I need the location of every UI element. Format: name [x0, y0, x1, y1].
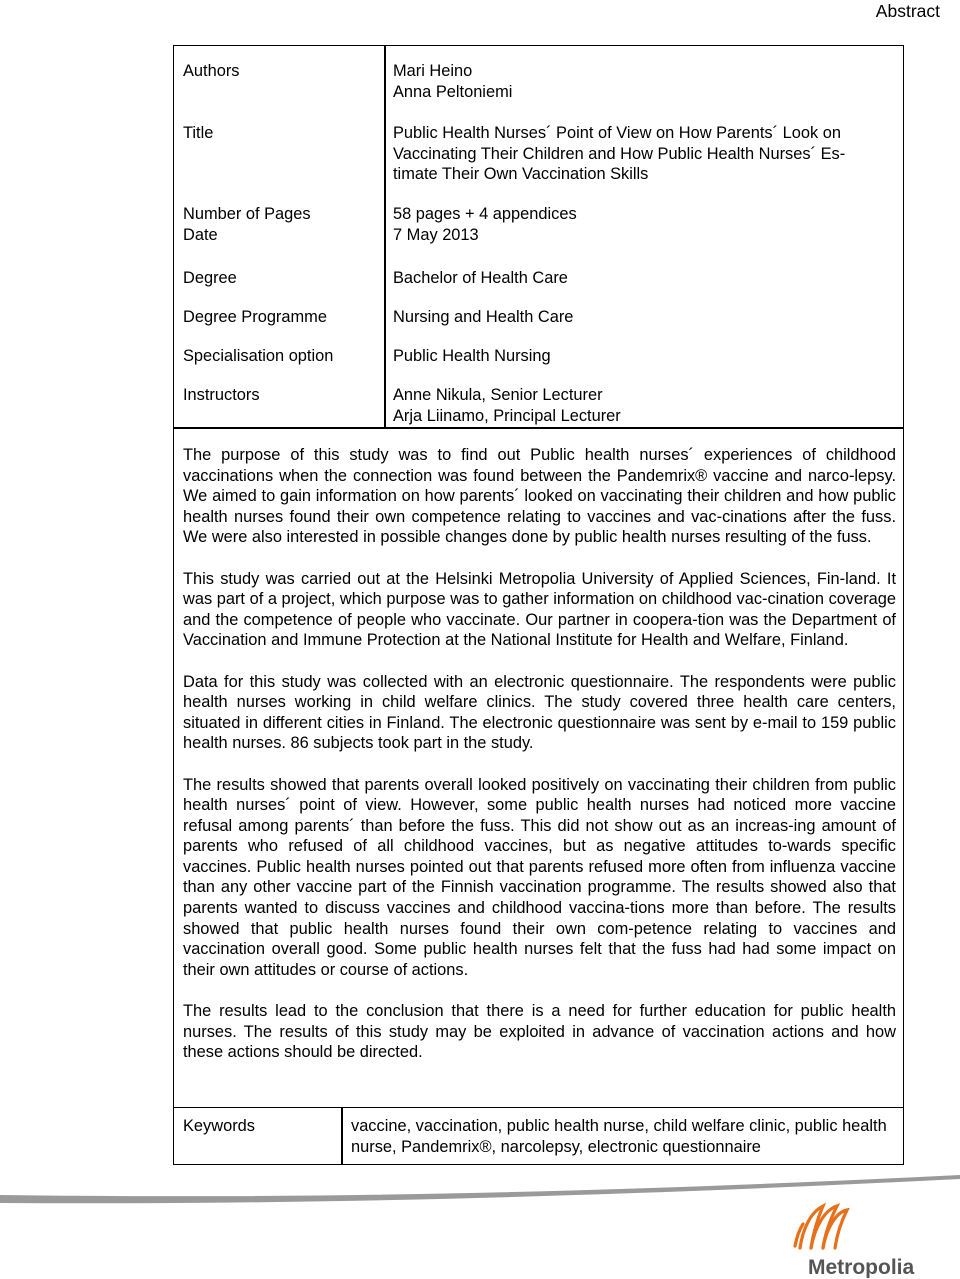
abstract-paragraph-5: The results lead to the conclusion that there is a need for further education for public health nurses. The results of this study may be exploited in advance of vaccination actions and how these actions should be directed.	[183, 1002, 896, 1062]
degree-value: Bachelor of Health Care	[393, 269, 568, 287]
abstract-paragraph-2: This study was carried out at the Helsinki Metropolia University of Applied Sciences, Fin-land. It was part of a project, which purpose was to gather information on childhood vac-cination coverage and the competence of people who vaccinate. Our partner in coopera-tion was the Department of Vaccination and Immune Protection at the National Institute for Health and Welfare, Finland.	[183, 569, 896, 650]
metropolia-mark-icon	[795, 1206, 847, 1248]
author-2: Anna Peltoniemi	[393, 82, 513, 101]
title-line-1: Public Health Nurses´ Point of View on How Parents´ Look on	[393, 124, 841, 142]
metropolia-wordmark: Metropolia	[808, 1256, 915, 1278]
page-label: Abstract	[875, 1, 940, 21]
metropolia-logo	[775, 1198, 925, 1278]
programme-label: Degree Programme	[183, 308, 327, 326]
degree-label: Degree	[183, 269, 237, 287]
abstract-paragraph-3: Data for this study was collected with an electronic questionnaire. The respondents were public health nurses working in child welfare clinics. The study covered three health care centers, situated in different cities in Finland. The electronic questionnaire was sent by e-mail to 159 public health nurses. 86 subjects took part in the study.	[183, 672, 896, 753]
keywords-label: Keywords	[183, 1117, 255, 1135]
instructor-2: Arja Liinamo, Principal Lecturer	[393, 406, 621, 425]
title-line-2: Vaccinating Their Children and How Public Health Nurses´ Es-	[393, 144, 846, 163]
pages-value: 58 pages + 4 appendices	[393, 205, 577, 223]
author-1: Mari Heino	[393, 62, 473, 80]
info-divider	[173, 427, 904, 429]
title-line-3: timate Their Own Vaccination Skills	[393, 165, 649, 183]
authors-label: Authors	[183, 62, 240, 80]
abstract-body	[183, 445, 896, 1083]
abstract-paragraph-4: The results showed that parents overall looked positively on vaccinating their children from public health nurses´ point of view. However, some public health nurses had noticed more vaccine refusal among parents´ than before the fuss. This did not show out as an increas-ing amount of parents who refused of all childhood vaccines, but as negative attitudes to-wards specific vaccines. Public health nurses pointed out that parents refused more often from influenza vaccine than any other vaccine part of the Finnish vaccination programme. The results showed also that parents wanted to discuss vaccines and childhood vaccina-tions more than before. The results showed that public health nurses found their own com-petence relating to vaccines and vaccination overall good. Some public health nurses felt that the fuss had had some impact on their own attitudes or course of actions.	[183, 775, 896, 979]
programme-value: Nursing and Health Care	[393, 308, 574, 326]
keywords-divider	[341, 1107, 343, 1165]
instructor-1: Anne Nikula, Senior Lecturer	[393, 386, 603, 404]
specialisation-value: Public Health Nursing	[393, 347, 551, 365]
keywords-text: vaccine, vaccination, public health nurse, child welfare clinic, public health nurse, Pandemrix®, narcolepsy, electronic questionnaire	[351, 1117, 887, 1156]
pages-label: Number of Pages	[183, 205, 311, 223]
abstract-paragraph-1: The purpose of this study was to find out Public health nurses´ experiences of childhood vaccinations when the connection was found between the Pandemrix® vaccine and narco-lepsy. We aimed to gain information on how parents´ looked on vaccinating their children and how public health nurses found their own competence relating to vaccines and vac-cinations after the fuss. We were also interested in possible changes done by public health nurses resulting of the fuss.	[183, 446, 896, 547]
title-label: Title	[183, 124, 214, 142]
date-value: 7 May 2013	[393, 225, 479, 244]
instructors-label: Instructors	[183, 386, 260, 404]
date-label: Date	[183, 225, 218, 244]
specialisation-label: Specialisation option	[183, 347, 334, 365]
column-divider	[384, 45, 386, 428]
